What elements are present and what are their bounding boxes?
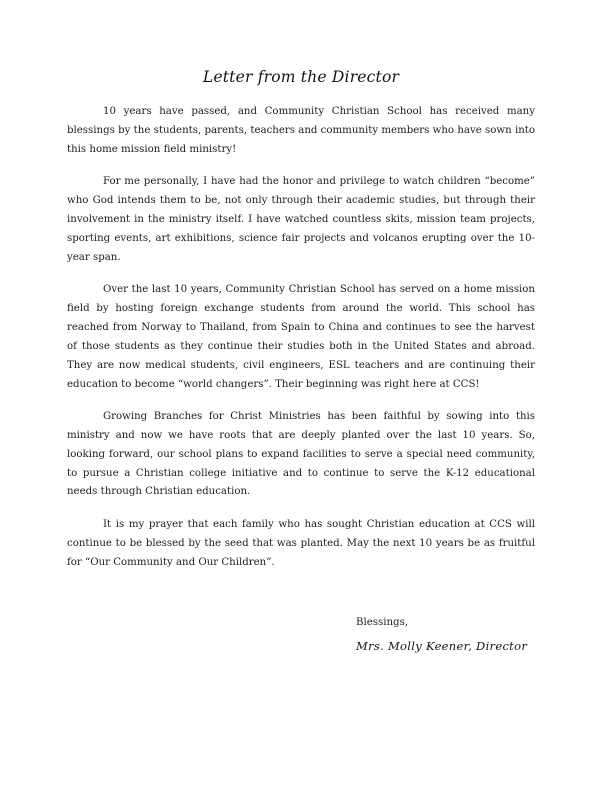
letter-title: Letter from the Director	[202, 68, 400, 86]
paragraph-4: Growing Branches for Christ Ministries has been faithful by sowing into this ministry and now we have roots that are deeply planted over the last 10 years. So, looking forward, our school plans to expand facilities to serve a special need community, to pursue a Christian college initiative and to continue to serve the K-12 educational needs through Christian education.	[67, 410, 535, 498]
paragraph-5: It is my prayer that each family who has sought Christian education at CCS will continue to be blessed by the seed that was planted. May the next 10 years be as fruitful for “Our Community and Our Children”.	[67, 518, 535, 568]
signature-line: Mrs. Molly Keener, Director	[356, 639, 528, 653]
closing-salutation: Blessings,	[356, 617, 409, 628]
paragraph-3: Over the last 10 years, Community Christian School has served on a home mission field by hosting foreign exchange students from around the world. This school has reached from Norway to Thailand, from Spain to China and continues to see the harvest of those students as they continue their studies both in the United States and abroad. They are now medical students, civil engineers, ESL teachers and are continuing their education to become “world changers”. Their beginning was right here at CCS!	[67, 284, 535, 390]
letter-body	[67, 103, 535, 586]
paragraph-1: 10 years have passed, and Community Christian School has received many blessings by the students, parents, teachers and community members who have sown into this home mission field ministry!	[67, 106, 535, 155]
paragraph-2: For me personally, I have had the honor and privilege to watch children “become” who God intends them to be, not only through their academic studies, but through their involvement in the ministry itself. I have watched countless skits, mission team projects, sporting events, art exhibitions, science fair projects and volcanos erupting over the 10-year span.	[67, 176, 535, 263]
